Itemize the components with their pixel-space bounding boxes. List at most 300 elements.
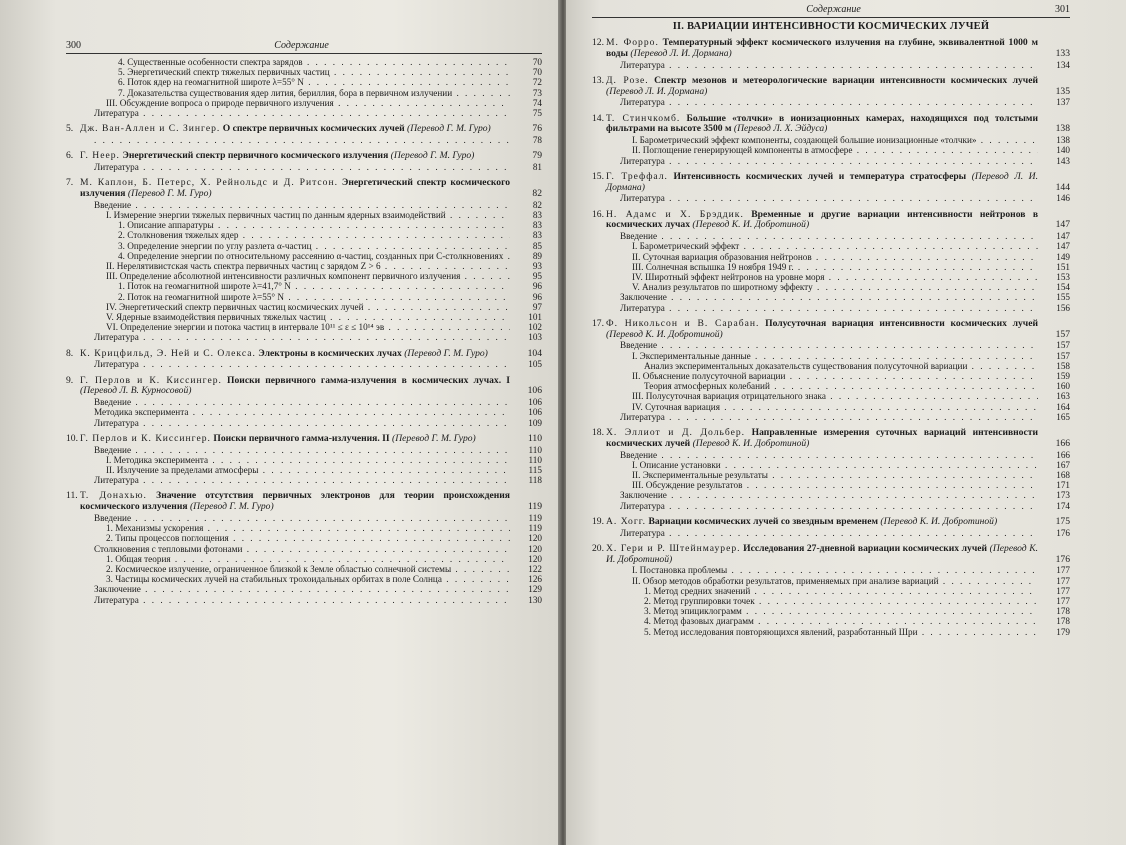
entry-number: 13. (592, 74, 604, 86)
entry-translator: (Перевод Л. И. Дормана) (606, 170, 1038, 193)
running-head (66, 40, 542, 51)
entry-heading (592, 210, 1070, 232)
toc-subentry (592, 135, 1070, 145)
toc-subentry (592, 351, 1070, 361)
page-ref: 160 (1056, 381, 1070, 392)
subentry-title: Литература . . . (620, 156, 1038, 166)
subentry-title: 3. Метод эпициклограмм . . . (644, 606, 1038, 616)
toc-subentry (66, 523, 542, 533)
entry-title: Временные и другие вариации интенсивности нейтронов в космических лучах (606, 208, 1039, 231)
toc-entry (592, 319, 1070, 422)
toc-entry (592, 428, 1070, 511)
toc-subentry (592, 262, 1070, 272)
entry-heading (66, 434, 542, 445)
entry-title: Направленные измерения суточных вариаций интенсивности космических лучей (606, 427, 1038, 449)
subentry-title: Литература . . . (620, 97, 1038, 107)
subentry-title: 4. Существенные особенности спектра зарядов . . . (118, 57, 510, 67)
toc-subentry (592, 381, 1070, 391)
subentry-title: Литература . . . (94, 162, 510, 172)
toc-subentry (66, 210, 542, 220)
page-ref: 96 (532, 291, 542, 302)
entry-author: Т. Донахью. (80, 490, 147, 502)
entry-text (606, 544, 1038, 566)
subentry-title: Введение . . . (94, 200, 510, 210)
left-page (0, 0, 560, 845)
toc-subentry (66, 332, 542, 342)
subentry-title: Введение . . . (620, 340, 1038, 350)
entry-author: Дж. Ван-Аллен и С. Зингер. (80, 123, 221, 135)
subentry-title: 4. Метод фазовых диаграмм . . . (644, 616, 1038, 626)
toc-subentry (66, 200, 542, 210)
page-ref: 178 (1056, 616, 1070, 627)
entry-translator: (Перевод Л. Х. Эйдуса) (733, 123, 828, 135)
entry-text (80, 178, 510, 200)
toc-subentry (66, 230, 542, 240)
toc-subentry (66, 271, 542, 281)
page-ref: 110 (528, 444, 542, 455)
page-ref: 130 (528, 594, 542, 605)
page-ref: 126 (528, 574, 542, 585)
subentry-title: Литература . . . (620, 60, 1038, 70)
toc-subentry (592, 606, 1070, 616)
page-ref: 146 (1056, 193, 1070, 204)
page-ref: 151 (1056, 261, 1070, 272)
subentry-title: Введение . . . (94, 513, 510, 523)
subentry-title: III. Солнечная вспышка 19 ноября 1949 г. . . . (632, 262, 1038, 272)
entry-text (80, 124, 510, 135)
page-ref: 119 (528, 513, 542, 524)
subentry-title: 2. Столкновения тяжелых ядер . . . (118, 230, 510, 240)
entry-heading (592, 517, 1070, 528)
subentry-title: Заключение . . . (94, 584, 510, 594)
toc-subentry (66, 302, 542, 312)
page-ref: 119 (527, 501, 542, 513)
page-ref: 83 (532, 210, 542, 221)
page-ref: 106 (528, 397, 542, 408)
toc-subentry (592, 586, 1070, 596)
page-ref: 164 (1056, 401, 1070, 412)
toc-subentry (66, 455, 542, 465)
entry-author: М. Каплон, Б. Петерс, Х. Рейнольдс и Д. Ритсон. (80, 177, 338, 189)
entry-title: Интенсивность космических лучей и температура стратосферы (673, 170, 967, 182)
subentry-title: Литература . . . (620, 193, 1038, 203)
page-ref: 163 (1056, 391, 1070, 402)
toc-entry (592, 38, 1070, 70)
entry-heading (592, 319, 1070, 341)
page-ref: 122 (528, 564, 542, 575)
toc-subentry (592, 450, 1070, 460)
toc-subentry (592, 303, 1070, 313)
entry-title: Вариации космических лучей со звездным временем (648, 515, 878, 527)
entry-title: Значение отсутствия первичных электронов для теории происхождения космического излучения (80, 490, 510, 513)
page-ref: 103 (528, 332, 542, 343)
subentry-title: Литература . . . (620, 412, 1038, 422)
toc-list (592, 38, 1070, 637)
entry-author: Х. Гери и Р. Штейнмаурер. (606, 542, 741, 554)
toc-subentry (66, 595, 542, 605)
entry-author: Ф. Никольсон и В. Сарабан. (606, 317, 760, 329)
subentry-title: IV. Энергетический спектр первичных частиц космических лучей . . . (106, 302, 510, 312)
page-ref: 177 (1056, 596, 1070, 607)
subentry-title: 1. Поток на геомагнитной широте λ=41,7° N . . . (118, 281, 510, 291)
running-title: Содержание (806, 4, 861, 15)
entry-title: Электроны в космических лучах (258, 347, 402, 359)
entry-translator: (Перевод К. И. Добротиной) (606, 542, 1039, 565)
toc-subentry (66, 407, 542, 417)
subentry-title: 1. Метод средних значений . . . (644, 586, 1038, 596)
page-ref: 134 (1056, 59, 1070, 70)
page-ref: 165 (1056, 411, 1070, 422)
subentry-title: V. Анализ результатов по широтному эффекту . . . (632, 282, 1038, 292)
page-ref: 104 (527, 347, 542, 359)
subentry-title: II. Обзор методов обработки результатов, применяемых при анализе вариаций . . . (632, 576, 1038, 586)
page-ref: 167 (1056, 459, 1070, 470)
toc-subentry (66, 135, 542, 145)
entry-text (80, 434, 510, 445)
toc-subentry (592, 402, 1070, 412)
entry-heading (592, 428, 1070, 450)
toc-subentry (592, 412, 1070, 422)
page-ref: 129 (528, 584, 542, 595)
entry-number: 19. (592, 515, 604, 527)
entry-title: Энергетический спектр первичного космического излучения (122, 150, 389, 162)
entry-text (80, 376, 510, 398)
entry-number: 12. (592, 37, 604, 48)
entry-translator: (Перевод Г. М. Гуро) (127, 188, 212, 200)
page-ref: 159 (1056, 371, 1070, 382)
subentry-title: 2. Метод группировки точек . . . (644, 596, 1038, 606)
page-ref: 120 (528, 543, 542, 554)
page-number: 300 (66, 40, 81, 51)
entry-author: А. Хогг. (606, 515, 647, 527)
toc-subentry (66, 312, 542, 322)
subentry-title: I. Барометрический эффект . . . (632, 241, 1038, 251)
entry-translator: (Перевод Г. М. Гуро) (392, 432, 476, 444)
entry-heading (66, 376, 542, 398)
subentry-title: Литература . . . (94, 359, 510, 369)
page-ref: 176 (1056, 527, 1070, 538)
page-ref: 140 (1056, 145, 1070, 156)
entry-translator: (Перевод Г. М. Гуро) (390, 150, 475, 162)
toc-subentry (66, 445, 542, 455)
toc-subentry (592, 528, 1070, 538)
entry-text (606, 517, 1038, 528)
toc-subentry (592, 231, 1070, 241)
entry-heading (66, 349, 542, 360)
subentry-title: III. Определение абсолютной интенсивности различных компонент первичного излучения . . . (106, 271, 510, 281)
toc-subentry (592, 272, 1070, 282)
toc-subentry (66, 281, 542, 291)
toc-subentry (66, 67, 542, 77)
entry-heading (592, 172, 1070, 194)
page-ref: 179 (1056, 626, 1070, 637)
entry-heading (66, 178, 542, 200)
toc-subentry (66, 554, 542, 564)
running-head (592, 4, 1070, 15)
subentry-title: 2. Поток на геомагнитной широте λ=55° N . . . (118, 292, 510, 302)
toc-subentry (592, 60, 1070, 70)
toc-subentry (592, 501, 1070, 511)
toc-subentry (66, 77, 542, 87)
entry-author: Н. Адамс и Х. Брэддик. (606, 208, 744, 220)
entry-author: Г. Перлов и К. Киссингер. (80, 374, 222, 386)
toc-subentry (592, 97, 1070, 107)
subentry-title: Введение . . . (94, 445, 510, 455)
subentry-title: VI. Определение энергии и потока частиц в интервале 10¹¹ ≤ ε ≤ 10¹⁴ эв . . . (106, 322, 510, 332)
toc-subentry (66, 574, 542, 584)
subentry-title: Введение . . . (620, 450, 1038, 460)
entry-number: 20. (592, 542, 604, 554)
entry-number: 17. (592, 317, 604, 329)
page-ref: 171 (1056, 480, 1070, 491)
toc-entry (66, 124, 542, 145)
subentry-title: Заключение . . . (620, 292, 1038, 302)
subentry-title: Литература . . . (94, 475, 510, 485)
entry-heading (66, 491, 542, 513)
entry-translator: (Перевод Л. И. Дормана) (630, 47, 732, 59)
toc-subentry (66, 251, 542, 261)
page-ref: 72 (532, 77, 542, 88)
continued-entry (66, 57, 542, 118)
subentry-title: I. Барометрический эффект компоненты, создающей большие ионизационные «толчки» . . . (632, 135, 1038, 145)
subentry-title: Литература . . . (620, 303, 1038, 313)
header-rule (592, 17, 1070, 18)
subentry-title: Анализ экспериментальных доказательств существования полусуточной вариации . . . (644, 361, 1038, 371)
entry-number: 18. (592, 427, 604, 439)
subentry-title: IV. Суточная вариация . . . (632, 402, 1038, 412)
entry-translator: (Перевод Г. М. Гуро) (407, 123, 491, 135)
toc-subentry (66, 108, 542, 118)
toc-entry (66, 376, 542, 428)
page-ref: 110 (527, 432, 542, 444)
page-ref: 70 (532, 57, 542, 67)
toc-subentry (592, 340, 1070, 350)
page-ref: 177 (1056, 565, 1070, 576)
entry-title: Энергетический спектр космического излучения (80, 177, 511, 200)
entry-author: К. Крицфильд, Э. Ней и С. Олекса. (80, 347, 256, 359)
subentry-title: 3. Частицы космических лучей на стабильных трохоидальных орбитах в поле Солнца . . . (106, 574, 510, 584)
toc-subentry (592, 616, 1070, 626)
page-ref: 157 (1055, 328, 1070, 340)
entry-title: Температурный эффект космического излучения на глубине, эквивалентной 1000 м воды (606, 37, 1038, 59)
subentry-title: 2. Космическое излучение, ограниченное близкой к Земле областью солнечной системы . . . (106, 564, 510, 574)
header-rule (66, 53, 542, 54)
toc-subentry (592, 470, 1070, 480)
toc-entry (592, 517, 1070, 538)
entry-translator: (Перевод К. И. Добротиной) (606, 328, 723, 340)
subentry-title: III. Обсуждение результатов . . . (632, 480, 1038, 490)
right-page (566, 0, 1126, 845)
toc-subentry (592, 480, 1070, 490)
toc-subentry (66, 292, 542, 302)
entry-number: 5. (66, 123, 74, 135)
subentry-title: III. Обсуждение вопроса о природе первичного излучения . . . (106, 98, 510, 108)
entry-title: Полусуточная вариация интенсивности космических лучей (765, 317, 1038, 329)
entry-author: Г. Неер. (80, 150, 120, 162)
entry-translator: (Перевод Л. И. Дормана) (606, 85, 708, 97)
entry-title: Спектр мезонов и метеорологические вариации интенсивности космических лучей (654, 74, 1038, 86)
page-ref: 81 (532, 162, 542, 173)
toc-subentry (592, 391, 1070, 401)
page-ref: 97 (532, 301, 542, 312)
entry-text (606, 428, 1038, 450)
page-ref: 153 (1056, 272, 1070, 282)
entry-number: 6. (66, 150, 74, 162)
page-ref: 133 (1055, 47, 1070, 59)
page-ref: 143 (1056, 155, 1070, 166)
toc-subentry (592, 371, 1070, 381)
toc-entry (592, 172, 1070, 204)
toc-subentry (66, 261, 542, 271)
toc-entry (66, 491, 542, 604)
entry-translator: (Перевод Г. М. Гуро) (189, 501, 274, 513)
toc-entry (66, 151, 542, 172)
page-number: 301 (1055, 4, 1070, 15)
page-ref: 95 (532, 271, 542, 282)
page-ref: 102 (528, 322, 542, 333)
page-ref: 120 (528, 533, 542, 544)
page-ref: 177 (1056, 585, 1070, 596)
page-ref: 106 (527, 385, 542, 397)
toc-subentry (66, 88, 542, 98)
entry-number: 7. (66, 177, 74, 189)
toc-entry (66, 349, 542, 370)
entry-heading (66, 151, 542, 162)
toc-subentry (592, 193, 1070, 203)
page-ref: 93 (532, 261, 542, 272)
entry-title: Большие «толчки» в ионизационных камерах, находящихся под толстыми фильтрами на высоте 3500 м (606, 112, 1038, 135)
toc-subentry (66, 564, 542, 574)
entry-text (80, 491, 510, 513)
toc-subentry (66, 465, 542, 475)
entry-translator: (Перевод К. И. Добротиной) (692, 437, 810, 449)
subentry-title: V. Ядерные взаимодействия первичных тяжелых частиц . . . (106, 312, 510, 322)
toc-entry (592, 114, 1070, 166)
entry-title: Поиски первичного гамма-излучения в космических лучах. I (227, 374, 510, 386)
toc-entry (66, 178, 542, 342)
entry-author: Х. Эллиот и Д. Дольбер. (606, 427, 746, 439)
toc-subentry (66, 241, 542, 251)
page-ref: 149 (1056, 251, 1070, 262)
page-ref: 73 (532, 87, 542, 98)
entry-title: Поиски первичного гамма-излучения. II (213, 432, 390, 444)
entry-heading (592, 544, 1070, 566)
entry-translator: (Перевод Г. М. Гуро) (404, 347, 488, 359)
entry-number: 15. (592, 170, 604, 182)
subentry-title: 5. Энергетический спектр тяжелых первичных частиц . . . (118, 67, 510, 77)
entry-title: О спектре первичных космических лучей (222, 123, 405, 135)
page-ref: 174 (1056, 500, 1070, 511)
entry-translator: (Перевод Л. В. Курносовой) (80, 385, 192, 397)
page-ref: 157 (1056, 340, 1070, 351)
toc-subentry (66, 418, 542, 428)
page-ref: 96 (532, 281, 542, 292)
subentry-title: Литература . . . (94, 595, 510, 605)
entry-translator: (Перевод К. И. Добротиной) (880, 515, 998, 527)
page-ref: 78 (532, 135, 542, 146)
entry-text (606, 76, 1038, 98)
subentry-title: 3. Определение энергии по углу разлета α-частиц . . . (118, 241, 510, 251)
subentry-title: Введение . . . (94, 397, 510, 407)
running-title: Содержание (274, 40, 329, 51)
page-ref: 109 (528, 417, 542, 428)
entry-author: Г. Перлов и К. Киссингер. (80, 432, 211, 444)
subentry-title: 1. Общая теория . . . (106, 554, 510, 564)
toc-subentry (66, 220, 542, 230)
toc-entry (592, 210, 1070, 313)
entry-number: 8. (66, 347, 74, 359)
page-ref: 120 (528, 553, 542, 564)
subentry-title (94, 135, 510, 145)
toc-subentry (592, 282, 1070, 292)
page-ref: 178 (1056, 606, 1070, 617)
subentry-title: IV. Широтный эффект нейтронов на уровне моря . . . (632, 272, 1038, 282)
entry-text (80, 349, 510, 360)
subentry-title: Литература . . . (620, 501, 1038, 511)
toc-subentry (66, 57, 542, 67)
subentry-title: 6. Поток ядер на геомагнитной широте λ=55° N . . . (118, 77, 510, 87)
subentry-title: 7. Доказательства существования ядер лития, бериллия, бора в первичном излучении . . . (118, 88, 510, 98)
page-ref: 168 (1056, 470, 1070, 481)
subentry-title: II. Объяснение полусуточной вариации . . . (632, 371, 1038, 381)
entry-translator: (Перевод К. И. Добротиной) (692, 219, 810, 231)
subentry-title: Литература . . . (94, 108, 510, 118)
toc-subentry (592, 627, 1070, 637)
page-ref: 137 (1056, 97, 1070, 108)
page-ref: 157 (1056, 350, 1070, 361)
page-ref: 147 (1056, 231, 1070, 242)
entry-author: Д. Розе. (606, 74, 649, 86)
page-ref: 166 (1056, 449, 1070, 460)
toc-subentry (592, 596, 1070, 606)
entry-heading (592, 76, 1070, 98)
subentry-title: I. Экспериментальные данные . . . (632, 351, 1038, 361)
page-ref: 154 (1056, 282, 1070, 293)
page-ref: 155 (1056, 292, 1070, 303)
page-ref: 166 (1055, 437, 1070, 449)
toc-list (66, 124, 542, 605)
subentry-title: 1. Механизмы ускорения . . . (106, 523, 510, 533)
page-ref: 85 (532, 240, 542, 251)
subentry-title: Литература . . . (94, 418, 510, 428)
entry-number: 9. (66, 374, 74, 386)
page-ref: 118 (528, 475, 542, 486)
page-ref: 173 (1056, 490, 1070, 501)
entry-number: 10. (66, 432, 78, 444)
subentry-title: Введение . . . (620, 231, 1038, 241)
entry-author: Т. Стинчкомб. (606, 112, 681, 124)
entry-author: М. Форро. (606, 37, 659, 48)
entry-text (606, 172, 1038, 194)
page-ref: 115 (528, 465, 542, 476)
page-ref: 74 (532, 97, 542, 108)
page-ref: 70 (532, 67, 542, 78)
page-ref: 101 (528, 312, 542, 323)
page-ref: 105 (528, 359, 542, 370)
page-ref: 110 (528, 454, 542, 465)
page-ref: 76 (532, 123, 542, 135)
page-ref: 147 (1056, 241, 1070, 252)
entry-text (606, 38, 1038, 60)
toc-subentry (66, 359, 542, 369)
entry-number: 14. (592, 112, 604, 124)
page-ref: 158 (1056, 360, 1070, 371)
subentry-title: 5. Метод исследования повторяющихся явлений, разработанный Шри . . . (644, 627, 1038, 637)
subentry-title: Методика эксперимента . . . (94, 407, 510, 417)
toc-subentry (592, 565, 1070, 575)
toc-entry (66, 434, 542, 486)
subentry-title: III. Полусуточная вариация отрицательного знака . . . (632, 391, 1038, 401)
